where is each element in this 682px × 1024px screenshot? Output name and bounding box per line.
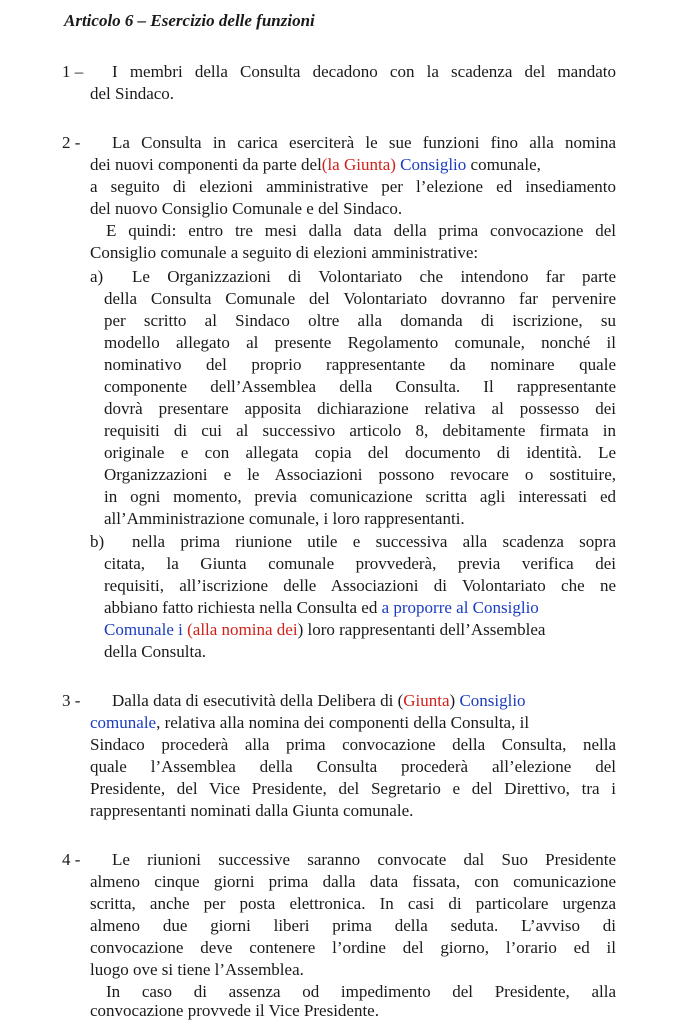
item-a-line-12: all’Amministrazione comunale, i loro rappresentanti. bbox=[104, 509, 465, 528]
section-3-line-1 bbox=[112, 690, 526, 712]
item-a-line-10: Organizzazioni e le Associazioni possono revocare o sostituire, bbox=[104, 465, 616, 484]
item-a-line-2: della Consulta Comunale del Volontariato dovranno far pervenire bbox=[104, 289, 616, 308]
text-segment: , relativa alla nomina dei componenti della Consulta, il bbox=[156, 713, 530, 732]
item-b-label: b) bbox=[90, 532, 105, 551]
section-2-line-5: E quindi: entro tre mesi dalla data della prima convocazione del bbox=[106, 221, 616, 240]
inserted-text: Consiglio bbox=[400, 155, 467, 174]
section-4-line-7: In caso di assenza od impedimento del Presidente, alla bbox=[106, 982, 616, 1001]
text-segment: comunale, bbox=[470, 155, 541, 174]
section-2-number: 2 - bbox=[62, 133, 81, 152]
section-2-line-4: del nuovo Consiglio Comunale e del Sindaco. bbox=[90, 199, 403, 218]
item-b-line-4 bbox=[104, 597, 539, 619]
section-4-line-3: scritta, anche per posta elettronica. In casi di particolare urgenza bbox=[90, 894, 616, 913]
item-a-line-8: requisiti di cui al successivo articolo 8, debitamente firmata in bbox=[104, 421, 616, 440]
section-3-line-4: quale l’Assemblea della Consulta procederà all’elezione del bbox=[90, 757, 616, 776]
section-2-line-1: La Consulta in carica eserciterà le sue funzioni fino alla nomina bbox=[112, 133, 616, 152]
item-a-line-11: in ogni momento, previa comunicazione scritta agli interessati ed bbox=[104, 487, 616, 506]
section-3-number: 3 - bbox=[62, 691, 81, 710]
item-b-line-5 bbox=[104, 619, 545, 641]
section-2-line-2 bbox=[90, 154, 541, 176]
section-3-line-5: Presidente, del Vice Presidente, del Segretario e del Direttivo, tra i bbox=[90, 779, 616, 798]
text-segment: ) bbox=[449, 691, 460, 710]
item-b-line-1: nella prima riunione utile e successiva alla scadenza sopra bbox=[132, 532, 616, 551]
section-2-line-6: Consiglio comunale a seguito di elezioni amministrative: bbox=[90, 243, 479, 262]
text-segment: Dalla data di esecutività della Delibera di ( bbox=[112, 691, 404, 710]
section-3-line-3: Sindaco procederà alla prima convocazione della Consulta, nella bbox=[90, 735, 616, 754]
item-b-line-2: citata, la Giunta comunale provvederà, previa verifica dei bbox=[104, 554, 616, 573]
article-heading: Articolo 6 – Esercizio delle funzioni bbox=[64, 11, 315, 30]
item-a-label: a) bbox=[90, 267, 104, 286]
item-a-line-5: nominativo del proprio rappresentante da nominare quale bbox=[104, 355, 616, 374]
item-b-line-6: della Consulta. bbox=[104, 642, 206, 661]
item-a-line-3: per scritto al Sindaco oltre alla domanda di iscrizione, su bbox=[104, 311, 616, 330]
deleted-text: (alla nomina dei bbox=[187, 620, 298, 639]
section-1-line-2: del Sindaco. bbox=[90, 84, 175, 103]
section-4-line-2: almeno cinque giorni prima dalla data fissata, con comunicazione bbox=[90, 872, 616, 891]
section-4-line-5: convocazione deve contenere l’ordine del giorno, l’orario ed il bbox=[90, 938, 616, 957]
text-segment: ) loro rappresentanti dell’Assemblea bbox=[297, 620, 546, 639]
section-4-line-4: almeno due giorni liberi prima della seduta. L’avviso di bbox=[90, 916, 616, 935]
item-a-line-7: dovrà presentare apposita dichiarazione relativa al possesso dei bbox=[104, 399, 616, 418]
item-a-line-4: modello allegato al presente Regolamento comunale, nonché il bbox=[104, 333, 616, 352]
item-a-line-1: Le Organizzazioni di Volontariato che intendono far parte bbox=[132, 267, 616, 286]
section-3-line-6: rappresentanti nominati dalla Giunta comunale. bbox=[90, 801, 414, 820]
item-a-line-9: originale e con allegata copia del documento di identità. Le bbox=[104, 443, 616, 462]
item-a-line-6: componente dell’Assemblea della Consulta. Il rappresentante bbox=[104, 377, 616, 396]
section-4-line-1: Le riunioni successive saranno convocate dal Suo Presidente bbox=[112, 850, 616, 869]
inserted-text: Consiglio bbox=[459, 691, 526, 710]
deleted-text: (la Giunta) bbox=[321, 155, 396, 174]
section-3-line-2 bbox=[90, 712, 529, 734]
inserted-text: comunale bbox=[90, 713, 157, 732]
text-segment: dei nuovi componenti da parte del bbox=[90, 155, 322, 174]
inserted-text: Comunale i bbox=[104, 620, 188, 639]
section-1-number: 1 – bbox=[62, 62, 84, 81]
deleted-text: Giunta bbox=[403, 691, 450, 710]
inserted-text: a proporre al Consiglio bbox=[381, 598, 539, 617]
text-segment: abbiano fatto richiesta nella Consulta ed bbox=[104, 598, 382, 617]
section-2-line-3: a seguito di elezioni amministrative per l’elezione ed insediamento bbox=[90, 177, 616, 196]
section-4-number: 4 - bbox=[62, 850, 81, 869]
section-4-line-6: luogo ove si tiene l’Assemblea. bbox=[90, 960, 304, 979]
item-b-line-3: requisiti, all’iscrizione delle Associazioni di Volontariato che ne bbox=[104, 576, 616, 595]
section-4-line-8: convocazione provvede il Vice Presidente. bbox=[90, 1001, 379, 1020]
section-1-line-1: I membri della Consulta decadono con la scadenza del mandato bbox=[112, 62, 616, 81]
